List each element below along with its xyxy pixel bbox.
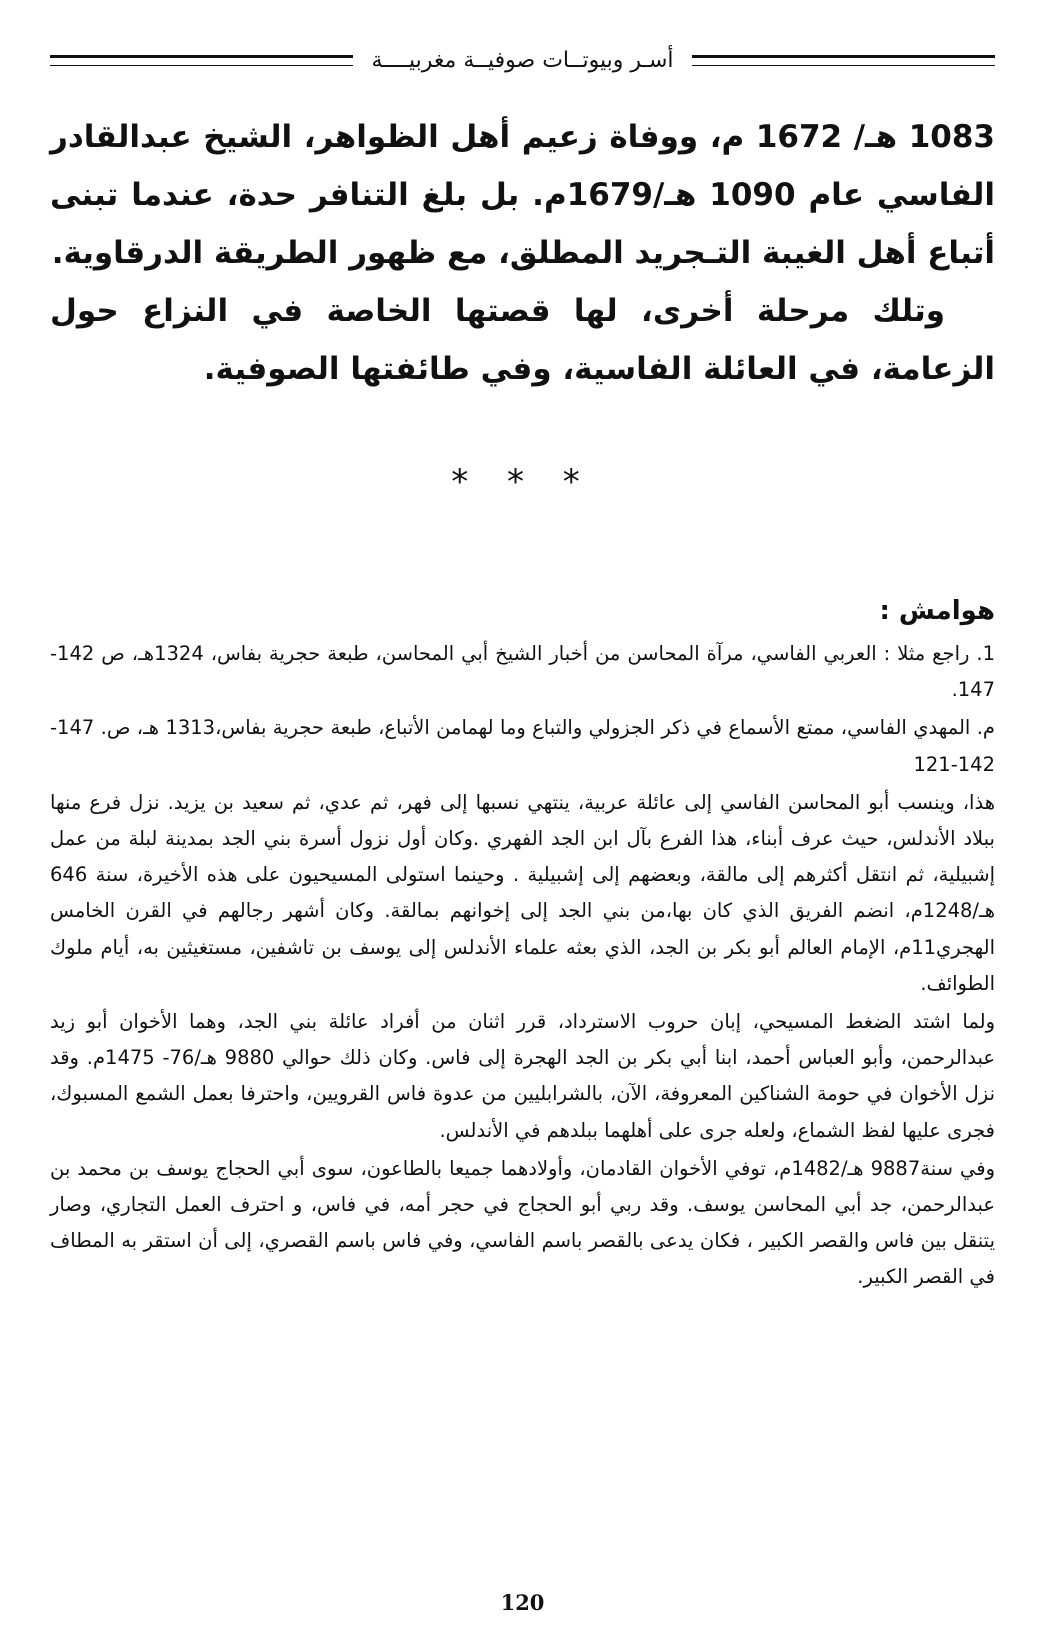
footnote-item: 1. راجع مثلا : العربي الفاسي، مرآة المحاسن من أخبار الشيخ أبي المحاسن، طبعة حجرية بفاس، 1324هـ، ص 142-147. <box>50 642 995 702</box>
running-header <box>50 40 995 80</box>
header-rule-right <box>692 55 995 66</box>
footnote-item: وفي سنة9887 هـ/1482م، توفي الأخوان القادمان، وأولادهما جميعا بالطاعون، سوى أبي الحجاج يوسف بن محمد بن عبدالرحمن، جد أبي المحاسن يوسف. وقد ربي أبو الحجاج في حجر أمه، في فاس، و احترف العمل التجاري، وصار يتنقل بين فاس والقصر الكبير ، فكان يدعى بالقصر باسم الفاسي، وفي فاس باسم القصري، إلى أن استقر به المطاف في القصر الكبير. <box>50 1156 995 1289</box>
footnote-item: هذا، وينسب أبو المحاسن الفاسي إلى عائلة عربية، ينتهي نسبها إلى فهر، ثم عدي، ثم سعيد بن يزيد. نزل فرع منها ببلاد الأندلس، حيث عرف أبناء، هذا الفرع بآل ابن الجد الفهري .وكان أول نزول أسرة بني الجد بمدينة لبلة من عمل إشبيلية، ثم انتقل أكثرهم إلى مالقة، وبعضهم إلى إشبيلية . وحينما استولى المسيحيون على هذه الأخيرة، سنة 646 هـ/1248م، انضم الفريق الذي كان بها،من بني الجد إلى إخوانهم بمالقة. وكان أشهر رجالهم في القرن الخامس الهجري11م، الإمام العالم أبو بكر بن الجد، الذي بعثه علماء الأندلس إلى يوسف بن تاشفين، مستغيثين به، أيام ملوك الطوائف. <box>50 790 995 995</box>
section-separator: * * * <box>451 462 594 502</box>
footnote-item: ولما اشتد الضغط المسيحي، إبان حروب الاسترداد، قرر اثنان من أفراد عائلة بني الجد، وهما الأخوان أبو زيد عبدالرحمن، وأبو العباس أحمد، ابنا أبي بكر بن الجد الهجرة إلى فاس. وكان ذلك حوالي 9880 هـ/76- 1475م. وقد نزل الأخوان في حومة الشناكين المعروفة، الآن، بالشرابليين من عدوة فاس القرويين، واحترفا بعمل الشمع المسبوك، فجرى عليها لفظ الشماع، ولعله جرى على أهلهما ببلدهم في الأندلس. <box>50 1010 995 1142</box>
page-number: 120 <box>500 1590 545 1615</box>
header-rule-left <box>50 55 353 66</box>
main-paragraph: وتلك مرحلة أخرى، لها قصتها الخاصة في النزاع حول الزعامة، في العائلة الفاسية، وفي طائفتها الصوفية. <box>50 293 995 387</box>
footnote-item: م. المهدي الفاسي، ممتع الأسماع في ذكر الجزولي والتباع وما لهمامن الأتباع، طبعة حجرية بفاس،1313 هـ، ص. 147-142-121 <box>50 716 995 776</box>
main-text <box>50 108 995 398</box>
footnotes-heading: هوامش : <box>879 596 995 626</box>
footnotes <box>50 636 995 1296</box>
main-paragraph: 1083 هـ/ 1672 م، ووفاة زعيم أهل الظواهر، الشيخ عبدالقادر الفاسي عام 1090 هـ/1679م. بل بلغ التنافر حدة، عندما تبنى أتباع أهل الغيبة التـجريد المطلق، مع ظهور الطريقة الدرقاوية. <box>50 119 995 271</box>
header-title: أسـر وبيوتــات صوفيــة مغربيــــة <box>371 47 674 73</box>
